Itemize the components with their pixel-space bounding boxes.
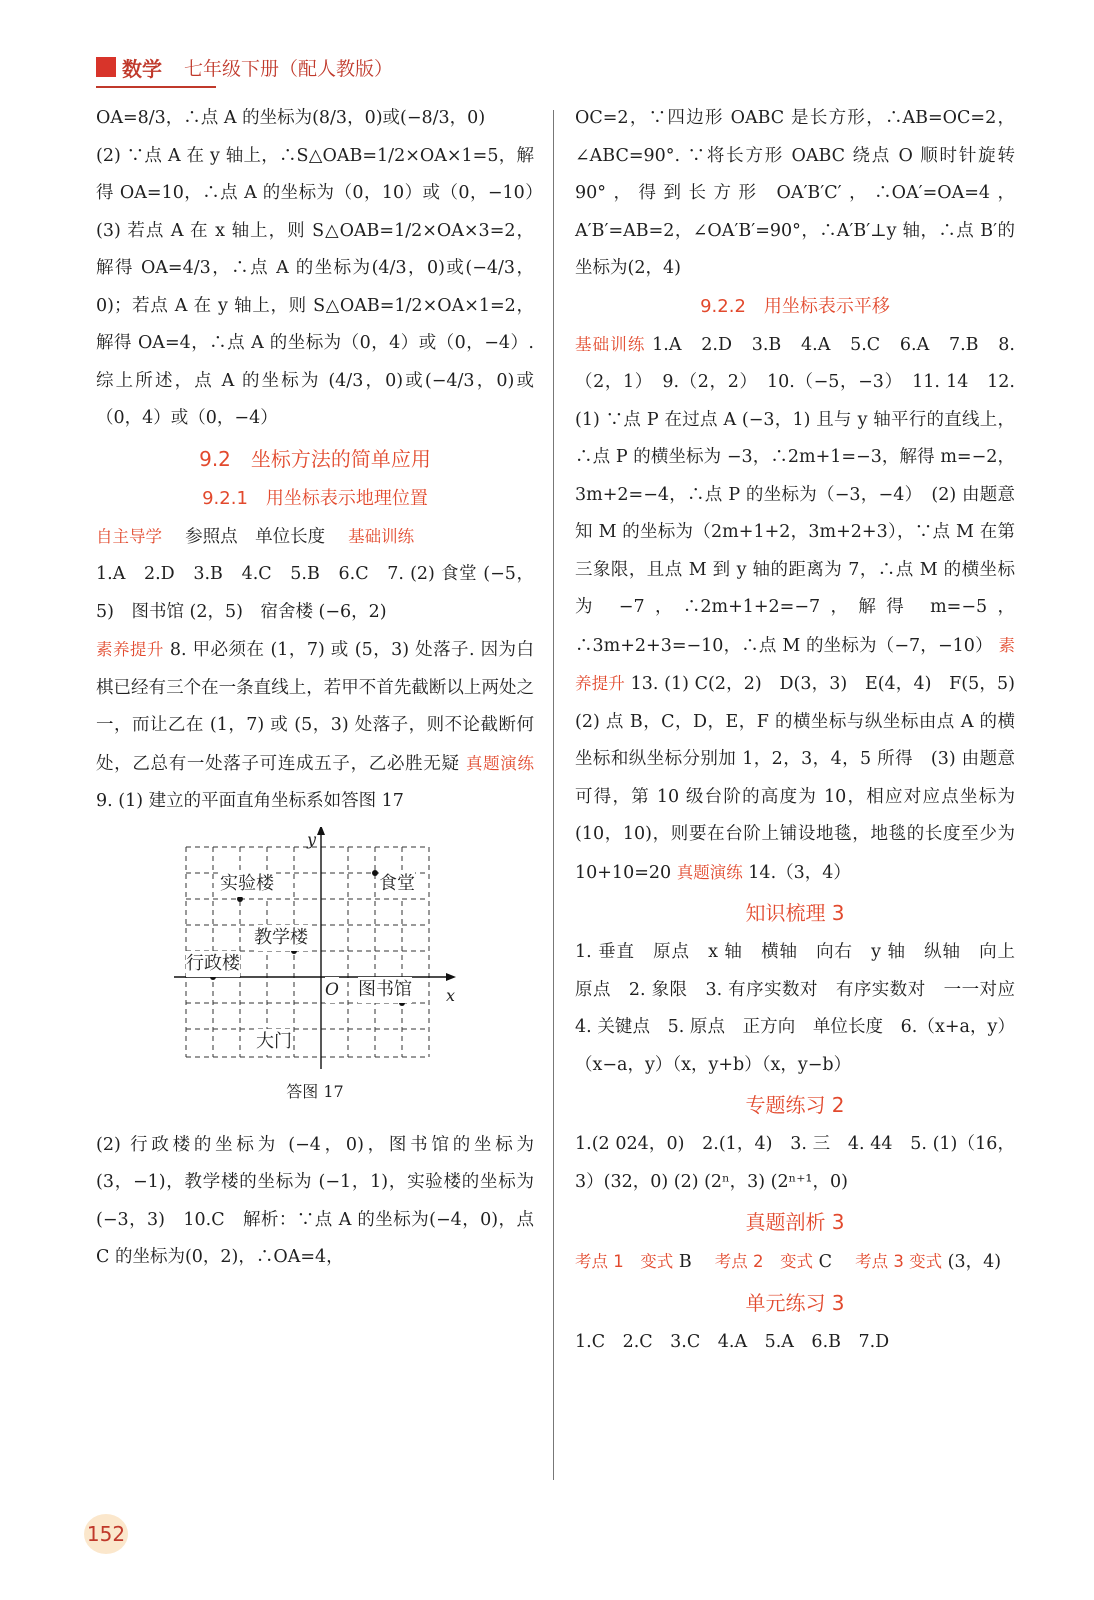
tag-suyang-right: 素养提升 xyxy=(575,635,1015,693)
y-axis-arrow xyxy=(317,827,325,835)
tag-zhenti-left: 真题演练 xyxy=(465,753,534,773)
section-title-9-2: 9.2 坐标方法的简单应用 xyxy=(199,446,431,471)
header-book-title: 七年级下册（配人教版） xyxy=(184,57,394,80)
label-xingzhenglou: 行政楼 xyxy=(186,951,240,977)
left-para-1: OA=8/3，∴点 A 的坐标为(8/3，0)或(−8/3，0) xyxy=(96,108,486,128)
tag-jichu-right: 基础训练 xyxy=(575,334,646,354)
right-para-7: 1.C 2.C 3.C 4.A 5.A 6.B 7.D xyxy=(575,1331,890,1352)
tag-kaodian-1: 考点 1 变式 xyxy=(575,1252,674,1271)
right-column xyxy=(575,100,1033,1361)
label-tushuguan: 图书馆 xyxy=(358,977,412,1003)
header-logo-mark xyxy=(96,57,116,77)
label-damen: 大门 xyxy=(256,1029,292,1055)
axes xyxy=(174,827,451,1069)
label-shitang: 食堂 xyxy=(379,871,415,897)
page-header xyxy=(96,52,393,82)
tag-zhenti-right: 真题演练 xyxy=(676,862,743,882)
right-para-6: 1.(2 024，0) 2.(1，4) 3. 三 4. 44 5. (1)（16，3）(32，0) (2) (2ⁿ，3) (2ⁿ⁺¹，0) xyxy=(575,1134,1015,1192)
left-column xyxy=(96,100,552,1277)
left-para-3: 1.A 2.D 3.B 4.C 5.B 6.C 7. (2) 食堂 (−5，5) 图书馆 (2，5) 宿舍楼 (−6，2) xyxy=(96,564,534,622)
column-divider xyxy=(553,110,554,1480)
tag-suyang-left: 素养提升 xyxy=(96,640,164,659)
left-para-2: (2) ∵点 A 在 y 轴上，∴S△OAB=1/2×OA×1=5，解得 OA=10，∴点 A 的坐标为（0，10）或（0，−10） (3) 若点 A 在 x 轴上，则 S△OAB=1/2×OA×3=2，解得 OA=4/3，∴点 A 的坐标为(4/3，0)或(−4/3，0)；若点 A 在 y 轴上，则 S△OAB=1/2×OA×1=2，解得 OA=4，∴点 A 的坐标为（0，4）或（0，−4）. 综上所述，点 A 的坐标为 (4/3，0)或(−4/3，0)或（0，4）或（0，−4） xyxy=(96,145,552,428)
right-para-2 xyxy=(575,326,1033,893)
axis-x-label: x xyxy=(446,985,456,1005)
left-para-zizhu xyxy=(96,518,534,557)
zizhu-text: 参照点 单位长度 xyxy=(185,526,326,547)
left-para-4 xyxy=(96,631,534,821)
section-title-9-2-1: 9.2.1 用坐标表示地理位置 xyxy=(202,487,428,509)
page-number: 152 xyxy=(84,1514,128,1554)
section-zhenti-pouxi: 真题剖析 3 xyxy=(745,1210,845,1234)
label-jiaoxuelou: 教学楼 xyxy=(254,925,308,951)
section-danyuan-lianxi: 单元练习 3 xyxy=(745,1290,845,1315)
tag-jichu-left: 基础训练 xyxy=(348,526,415,546)
right-para-4-text: 14.（3，4） xyxy=(748,862,851,883)
origin-label: O xyxy=(325,977,339,1003)
tag-kaodian-2: 考点 2 变式 xyxy=(714,1252,814,1271)
answer-kaodian-3: (3，4) xyxy=(947,1252,1002,1272)
section-title-9-2-2: 9.2.2 用坐标表示平移 xyxy=(700,295,890,317)
right-para-1: OC=2，∵四边形 OABC 是长方形，∴AB=OC=2，∠ABC=90°. ∵将长方形 OABC 绕点 O 顺时针旋转 90°，得到长方形 OA′B′C′，∴OA′=OA=4，A′B′=AB=2，∠OA′B′=90°，∴A′B′⊥y 轴，∴点 B′的坐标为(2，4) xyxy=(575,108,1015,278)
label-shiyanlou: 实验楼 xyxy=(220,871,274,897)
right-para-5: 1. 垂直 原点 x 轴 横轴 向右 y 轴 纵轴 向上 原点 2. 象限 3. 有序实数对 有序实数对 一一对应 4. 关键点 5. 原点 正方向 单位长度 6.（x+a，y）（x−a，y）（x，y+b）（x，y−b） xyxy=(575,942,1033,1075)
left-para-4-text: 8. 甲必须在 (1，7) 或 (5，3) 处落子. 因为白棋已经有三个在一条直线上，若甲不首先截断以上两处之一，而让乙在 (1，7) 或 (5，3) 处落子，则不论截断何处，乙总有一处落子可连成五子，乙必胜无疑 xyxy=(96,640,535,774)
coordinate-map xyxy=(96,827,534,1087)
left-para-6: (2) 行政楼的坐标为 (−4，0)，图书馆的坐标为 (3，−1)，教学楼的坐标为 (−1，1)，实验楼的坐标为 (−3，3) 10.C 解析：∵点 A 的坐标为(−4，0)，点 C 的坐标为(0，2)，∴OA=4， xyxy=(96,1134,534,1267)
tag-zizhu: 自主导学 xyxy=(96,526,162,546)
tag-kaodian-3: 考点 3 变式 xyxy=(855,1252,943,1271)
section-zhishi-shuli: 知识梳理 3 xyxy=(745,901,845,925)
answer-kaodian-1: B xyxy=(678,1252,692,1272)
right-para-3-text: 13. (1) C(2，2) D(3，3) E(4，4) F(5，5) (2) 点 B，C，D，E，F 的横坐标与纵坐标由点 A 的横坐标和纵坐标分别加 1，2，3，4，5 所得 (3) 由题意可得，第 10 级台阶的高度为 10，相应对应点坐标为(10，10)，则要在台阶上铺设地毯，地毯的长度至少为 10+10=20 xyxy=(575,674,1033,883)
right-para-2-text: 1.A 2.D 3.B 4.A 5.C 6.A 7.B 8.（2，1） 9.（2，2） 10.（−5，−3） 11. 14 12. (1) ∵点 P 在过点 A (−3，1) 且与 y 轴平行的直线上，∴点 P 的横坐标为 −3，∴2m+1=−3，解得 m=−2，3m+2=−4，∴点 P 的坐标为（−3，−4） (2) 由题意知 M 的坐标为（2m+1+2，3m+2+3），∵点 M 在第三象限，且点 M 到 y 轴的距离为 7，∴点 M 的横坐标为 −7，∴2m+1+2=−7，解得 m=−5，∴3m+2+3=−10，∴点 M 的坐标为（−7，−10） xyxy=(575,334,1015,656)
axis-y-label: y xyxy=(307,829,317,849)
right-para-kaodian xyxy=(575,1243,1015,1282)
answer-kaodian-2: C xyxy=(818,1252,832,1272)
figure-caption: 答图 17 xyxy=(286,1081,344,1101)
left-para-5-text: 9. (1) 建立的平面直角坐标系如答图 17 xyxy=(96,791,404,811)
figure-17 xyxy=(96,827,534,1127)
section-zhuanti-lianxi: 专题练习 2 xyxy=(745,1093,845,1117)
header-subject: 数学 xyxy=(122,56,162,81)
header-underline xyxy=(96,86,216,88)
